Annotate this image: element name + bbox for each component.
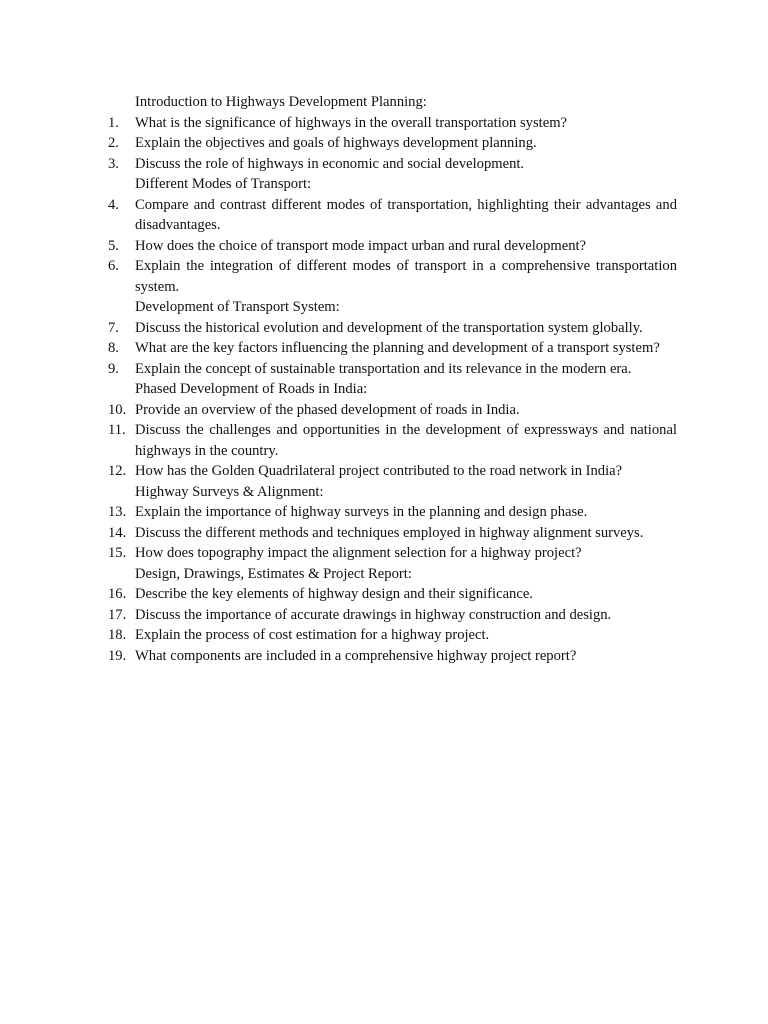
question-number: 7. — [108, 319, 119, 336]
question-item — [108, 154, 677, 175]
question-text: Discuss the historical evolution and development of the transportation system globally. — [135, 319, 643, 336]
question-text: How does topography impact the alignment selection for a highway project? — [135, 545, 582, 561]
question-number: 3. — [108, 155, 119, 172]
question-item — [108, 646, 677, 667]
question-number: 1. — [108, 114, 119, 131]
question-item — [108, 195, 677, 236]
question-item — [108, 420, 677, 461]
question-number: 11. — [108, 422, 126, 438]
question-number: 18. — [108, 627, 127, 643]
question-number: 10. — [108, 401, 127, 418]
section-heading: Highway Surveys & Alignment: — [135, 483, 324, 500]
question-number: 19. — [108, 647, 127, 664]
question-number: 8. — [108, 340, 119, 356]
question-item — [108, 605, 677, 626]
section-heading: Introduction to Highways Development Planning: — [135, 94, 427, 110]
question-text: Compare and contrast different modes of transportation, highlighting their advantages and disadvantages. — [135, 196, 677, 233]
question-text: Provide an overview of the phased development of roads in India. — [135, 401, 520, 418]
question-item — [108, 461, 677, 482]
question-text: What components are included in a comprehensive highway project report? — [135, 647, 577, 664]
question-text: Describe the key elements of highway design and their significance. — [135, 586, 533, 602]
question-number: 12. — [108, 463, 127, 479]
question-number: 5. — [108, 237, 119, 254]
question-text: Discuss the importance of accurate drawings in highway construction and design. — [135, 606, 612, 623]
question-number: 15. — [108, 545, 127, 561]
question-number: 14. — [108, 524, 127, 541]
question-text: Explain the process of cost estimation for a highway project. — [135, 627, 490, 643]
question-item — [108, 338, 677, 359]
section-heading: Phased Development of Roads in India: — [135, 381, 368, 397]
section-heading: Development of Transport System: — [135, 299, 340, 315]
question-number: 4. — [108, 196, 119, 213]
question-item — [108, 502, 677, 523]
question-item — [108, 400, 677, 421]
question-item — [108, 318, 677, 339]
question-number: 9. — [108, 360, 119, 377]
question-number: 2. — [108, 135, 119, 151]
question-number: 13. — [108, 504, 127, 520]
question-item — [108, 236, 677, 257]
question-text: What are the key factors influencing the planning and development of a transport system? — [135, 340, 660, 356]
question-text: What is the significance of highways in the overall transportation system? — [135, 114, 568, 131]
question-text: Explain the importance of highway surveys in the planning and design phase. — [135, 504, 588, 520]
question-number: 6. — [108, 258, 119, 274]
question-text: How has the Golden Quadrilateral project contributed to the road network in India? — [135, 463, 623, 479]
question-item — [108, 625, 677, 646]
question-item — [108, 523, 677, 544]
question-item — [108, 133, 677, 154]
question-text: How does the choice of transport mode impact urban and rural development? — [135, 237, 587, 254]
section-heading: Design, Drawings, Estimates & Project Report: — [135, 565, 412, 582]
question-text: Discuss the challenges and opportunities in the development of expressways and national highways in the country. — [135, 422, 677, 459]
question-text: Discuss the different methods and techniques employed in highway alignment surveys. — [135, 524, 644, 541]
section-heading: Different Modes of Transport: — [135, 176, 312, 192]
question-list-document — [108, 92, 677, 666]
question-number: 17. — [108, 606, 127, 623]
question-text: Discuss the role of highways in economic and social development. — [135, 155, 525, 172]
question-number: 16. — [108, 586, 127, 602]
question-item — [108, 113, 677, 134]
question-item — [108, 256, 677, 297]
question-text: Explain the objectives and goals of highways development planning. — [135, 135, 537, 151]
question-item — [108, 359, 677, 380]
question-item — [108, 584, 677, 605]
question-text: Explain the integration of different modes of transport in a comprehensive transportation system. — [135, 258, 677, 295]
question-item — [108, 543, 677, 564]
question-text: Explain the concept of sustainable transportation and its relevance in the modern era. — [135, 360, 632, 377]
